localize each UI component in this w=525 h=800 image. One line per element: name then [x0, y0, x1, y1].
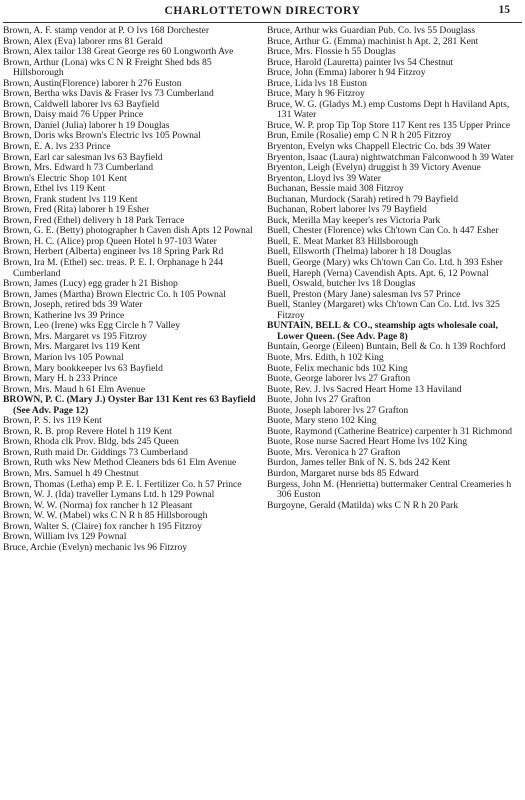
directory-entry: Buote, Felix mechanic bds 102 King — [267, 362, 408, 374]
directory-entry: Bruce, Arthur wks Guardian Pub. Co. lvs 55 Douglass — [267, 25, 476, 36]
directory-entry: Buote, Rose nurse Sacred Heart Home lvs 102 King — [267, 436, 468, 448]
directory-entry: Brown, Mary bookkeeper lvs 63 Bayfield — [3, 362, 163, 374]
directory-entry: Bruce, John (Emma) laborer h 94 Fitzroy — [267, 67, 426, 79]
directory-entry: Brown, James (Lucy) egg grader h 21 Bishop — [3, 278, 178, 290]
directory-entry: Buell, Stanley (Margaret) wks Ch'town Can Co. Ltd. lvs 325 Fitzroy — [267, 299, 500, 321]
directory-entry: Brown, Thomas (Letha) emp P. E. I. Fertilizer Co. h 57 Prince — [3, 478, 242, 490]
directory-entry: Brown, Fred (Ethel) delivery h 18 Park Terrace — [3, 214, 185, 226]
directory-entry: Buote, Joseph laborer lvs 27 Grafton — [267, 404, 409, 416]
directory-entry: Brown, Ethel lvs 119 Kent — [3, 183, 106, 195]
directory-entry: Brown, Katherine lvs 39 Prince — [3, 309, 125, 321]
page-header — [3, 0, 522, 23]
directory-entry: Buchanan, Robert laborer lvs 79 Bayfield — [267, 204, 427, 216]
directory-entry: Brown, William lvs 129 Pownal — [3, 531, 127, 543]
directory-entry: Bruce, Harold (Lauretta) painter lvs 54 Chestnut — [267, 56, 454, 68]
directory-entry: Brown, Arthur (Lona) wks C N R Freight Shed bds 85 Hillsborough — [3, 56, 212, 79]
directory-entry: Buck, Merilla May keeper's res Victoria Park — [267, 214, 441, 226]
directory-entry: Brown, W. W. (Norma) fox rancher h 12 Pleasant — [3, 499, 193, 511]
directory-entry: Buote, John lvs 27 Grafton — [267, 394, 371, 406]
directory-entry: Buell, George (Mary) wks Ch'town Can Co. Ltd. h 393 Esher — [267, 257, 503, 269]
directory-entry: Brown, Frank student lvs 119 Kent — [3, 193, 138, 205]
directory-entry: Brown, James (Martha) Brown Electric Co. h 105 Pownal — [3, 288, 226, 300]
directory-entry: Buchanan, Bessie maid 308 Fitzroy — [267, 183, 404, 195]
directory-entry: Brown, W. W. (Mabel) wks C N R h 85 Hillsborough — [3, 510, 208, 522]
directory-entry: Bruce, Arthur G. (Emma) machinist h Apt. 2, 281 Kent — [267, 35, 479, 47]
directory-entry: Burgoyne, Gerald (Matilda) wks C N R h 20 Park — [267, 499, 459, 511]
directory-entry: Brown, Ruth maid Dr. Giddings 73 Cumberland — [3, 446, 188, 458]
directory-entry: Brown, Leo (Irene) wks Egg Circle h 7 Valley — [3, 320, 180, 332]
directory-entry: Buote, Rev. J. lvs Sacred Heart Home 13 Haviland — [267, 383, 462, 395]
directory-entry: Brown, Mary H. h 233 Prince — [3, 373, 118, 385]
directory-entry: Brown, Mrs. Margaret lvs 119 Kent — [3, 341, 141, 353]
directory-entry: Brown, Ira M. (Ethel) sec. treas. P. E. I. Orphanage h 244 Cumberland — [3, 257, 224, 279]
directory-entry: Burgess, John M. (Henrietta) buttermaker Central Creameries h 306 Euston — [267, 478, 512, 501]
directory-entry: Burdon, James teller Bnk of N. S. bds 242 Kent — [267, 457, 451, 469]
directory-entry: Buote, Mary steno 102 King — [267, 415, 377, 427]
directory-entry: Bryenton, Evelyn wks Chappell Electric Co. bds 39 Water — [267, 141, 491, 153]
directory-entry: Buell, Hareph (Verna) Cavendish Apts. Apt. 6, 12 Pownal — [267, 267, 489, 279]
directory-entry: Brown, Rhoda clk Prov. Bldg. bds 245 Queen — [3, 436, 179, 448]
directory-entry: Brown, Austin(Florence) laborer h 276 Euston — [3, 77, 182, 89]
directory-entry: Brown's Electric Shop 101 Kent — [3, 172, 127, 184]
directory-entry: Brown, Fred (Rita) laborer h 19 Esher — [3, 204, 150, 216]
directory-entry: Brown, G. E. (Betty) photographer h Caven dish Apts 12 Pownal — [3, 225, 253, 237]
directory-entry: Buchanan, Murdock (Sarah) retired h 79 Bayfield — [267, 193, 459, 205]
directory-entry: Brown, Herbert (Alberta) engineer lvs 18 Spring Park Rd — [3, 246, 224, 258]
page-number: 15 — [498, 4, 510, 16]
directory-entry: Brown, Joseph, retired bds 39 Water — [3, 299, 143, 311]
directory-entry: Bryenton, Lloyd lvs 39 Water — [267, 172, 381, 184]
directory-entry: Brown, Mrs. Maud h 61 Elm Avenue — [3, 383, 146, 395]
directory-entry: Bruce, W. P. prop Tip Top Store 117 Kent res 135 Upper Prince — [267, 119, 511, 131]
directory-entry: Buote, Mrs. Veronica h 27 Grafton — [267, 446, 401, 458]
directory-entry: Brown, Mrs. Edward h 73 Cumberland — [3, 162, 154, 174]
directory-entry: Brown, Bertha wks Davis & Fraser lvs 73 Cumberland — [3, 88, 214, 100]
directory-entry: Brown, Caldwell laborer lvs 63 Bayfield — [3, 98, 160, 110]
directory-entry: Buntain, George (Eileen) Buntain, Bell & Co. h 139 Rochford — [267, 341, 506, 353]
directory-entry: Brown, Marion lvs 105 Pownal — [3, 351, 124, 363]
directory-entry: Brown, Alex (Eva) laborer rms 81 Gerald — [3, 35, 163, 47]
directory-entry: Bruce, W. G. (Gladys M.) emp Customs Dept h Haviland Apts, 131 Water — [267, 98, 510, 121]
directory-entry: Bryenton, Isaac (Laura) nightwatchman Falconwood h 39 Water — [267, 151, 514, 163]
directory-entry: Brown, R. B. prop Revere Hotel h 119 Kent — [3, 425, 172, 437]
directory-entry: Bruce, Mary h 96 Fitzroy — [267, 88, 365, 100]
directory-entry: Bruce, Lida lvs 18 Euston — [267, 77, 367, 89]
directory-entry: Buell, Ellsworth (Thelma) laborer h 18 Douglas — [267, 246, 452, 258]
directory-title: CHARLOTTETOWN DIRECTORY — [164, 5, 361, 17]
directory-entry: Bruce, Archie (Evelyn) mechanic lvs 96 Fitzroy — [3, 541, 188, 553]
directory-entry: Brown, Daisy maid 76 Upper Prince — [3, 109, 144, 121]
left-column — [3, 26, 257, 553]
directory-entry: Brown, Alex tailor 138 Great George res 60 Longworth Ave — [3, 46, 234, 58]
columns — [3, 23, 522, 553]
directory-entry: Brown, W. J. (Ida) traveller Lymans Ltd. h 129 Pownal — [3, 489, 215, 501]
directory-entry: Brown, E. A. lvs 233 Prince — [3, 141, 111, 153]
directory-entry: Brown, A. F. stamp vendor at P. O lvs 168 Dorchester — [3, 25, 210, 36]
directory-entry: BROWN, P. C. (Mary J.) Oyster Bar 131 Kent res 63 Bayfield (See Adv. Page 12) — [3, 394, 256, 416]
right-column — [267, 26, 521, 553]
directory-entry: Brown, Daniel (Julia) laborer h 19 Douglas — [3, 119, 170, 131]
directory-entry: Buell, E. Meat Market 83 Hillsborough — [267, 235, 419, 247]
directory-entry: Brown, Ruth wks New Method Cleaners bds 61 Elm Avenue — [3, 457, 237, 469]
directory-entry: Bruce, Mrs. Flossie h 55 Douglas — [267, 46, 396, 58]
directory-entry: Buote, Raymond (Catherine Beatrice) carpenter h 31 Richmond — [267, 425, 513, 437]
directory-entry: Brun, Emile (Rosalie) emp C N R h 205 Fitzroy — [267, 130, 452, 142]
directory-entry: Brown, H. C. (Alice) prop Queen Hotel h 97-103 Water — [3, 235, 217, 247]
directory-entry: Brown, Walter S. (Claire) fox rancher h 195 Fitzroy — [3, 520, 202, 532]
directory-entry: Burdon, Margaret nurse bds 85 Edward — [267, 467, 419, 479]
directory-entry: Brown, Mrs. Samuel h 49 Chestnut — [3, 467, 139, 479]
directory-entry: Buell, Preston (Mary Jane) salesman lvs 57 Prince — [267, 288, 461, 300]
directory-entry: Brown, Mrs. Margaret vs 195 Fitzroy — [3, 330, 147, 342]
directory-entry: Bryenton, Leigh (Evelyn) druggist h 39 Victory Avenue — [267, 162, 481, 174]
directory-entry: Brown, Doris wks Brown's Electric lvs 105 Pownal — [3, 130, 201, 142]
directory-entry: Buote, George laborer lvs 27 Grafton — [267, 373, 411, 385]
directory-entry: Brown, P. S. lvs 119 Kent — [3, 415, 102, 427]
directory-entry: Buell, Oswald, butcher lvs 18 Douglas — [267, 278, 416, 290]
directory-entry: Brown, Earl car salesman lvs 63 Bayfield — [3, 151, 163, 163]
directory-entry: Buell, Chester (Florence) wks Ch'town Can Co. h 447 Esher — [267, 225, 499, 237]
directory-entry: BUNTAIN, BELL & CO., steamship agts wholesale coal, Lower Queen. (See Adv. Page 8) — [267, 320, 498, 342]
directory-entry: Buote, Mrs. Edith, h 102 King — [267, 351, 384, 363]
